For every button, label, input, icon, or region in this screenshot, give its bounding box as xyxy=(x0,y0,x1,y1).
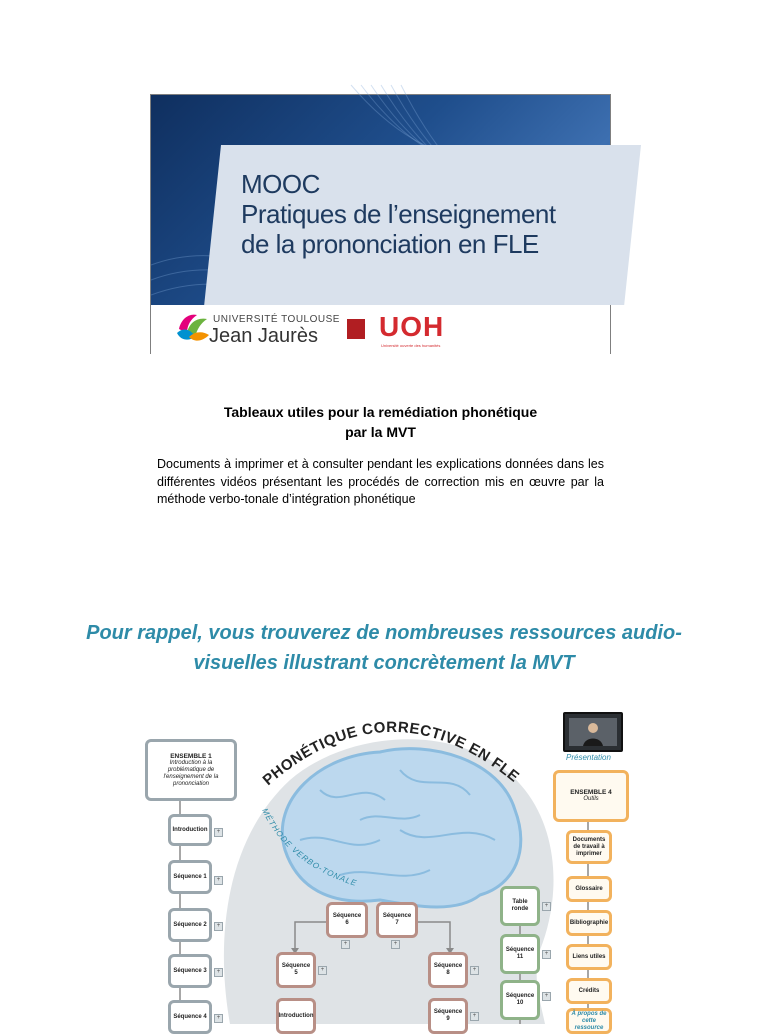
university-seal-icon xyxy=(347,319,365,339)
middle-item-sequence-5[interactable]: Séquence 5 xyxy=(276,952,316,988)
presentation-label[interactable]: Présentation xyxy=(566,753,611,762)
head-brain-illustration xyxy=(0,700,768,1024)
green-item-sequence-11[interactable]: Séquence 11 xyxy=(500,934,540,974)
expand-icon[interactable]: + xyxy=(542,992,551,1001)
ensemble-4-title: ENSEMBLE 4 xyxy=(570,789,612,796)
right-item-credits[interactable]: Crédits xyxy=(566,978,612,1004)
diagram-arc-title: PHONÉTIQUE CORRECTIVE EN FLE xyxy=(259,718,523,789)
green-item-sequence-10[interactable]: Séquence 10 xyxy=(500,980,540,1020)
ensemble-1-box[interactable] xyxy=(145,739,237,801)
right-item-a-propos[interactable]: À propos de cette ressource xyxy=(566,1008,612,1034)
right-item-bibliographie[interactable]: Bibliographie xyxy=(566,910,612,936)
left-item-introduction[interactable]: Introduction xyxy=(168,814,212,846)
banner-title-line-2: Pratiques de l’enseignement xyxy=(241,199,556,229)
presentation-video-thumbnail[interactable] xyxy=(563,712,623,752)
expand-icon[interactable]: + xyxy=(542,950,551,959)
left-item-sequence-1[interactable]: Séquence 1 xyxy=(168,860,212,894)
course-map-diagram xyxy=(0,700,768,1031)
expand-icon[interactable]: + xyxy=(214,876,223,885)
green-item-table-ronde[interactable]: Table ronde xyxy=(500,886,540,926)
middle-item-sequence-9[interactable]: Séquence 9 xyxy=(428,998,468,1034)
university-logo-icon xyxy=(175,311,211,345)
middle-item-sequence-6[interactable]: Séquence 6 xyxy=(326,902,368,938)
expand-icon[interactable]: + xyxy=(341,940,350,949)
reminder-line-1: Pour rappel, vous trouverez de nombreuses ressources audio- xyxy=(86,622,682,644)
document-title-line-1: Tableaux utiles pour la remédiation phonétique xyxy=(223,404,538,420)
presenter-icon xyxy=(565,714,621,750)
reminder-heading xyxy=(40,618,728,678)
middle-item-sequence-8[interactable]: Séquence 8 xyxy=(428,952,468,988)
right-item-documents[interactable]: Documents de travail à imprimer xyxy=(566,830,612,864)
right-item-liens-utiles[interactable]: Liens utiles xyxy=(566,944,612,970)
expand-icon[interactable]: + xyxy=(470,966,479,975)
banner-title-line-3: de la prononciation en FLE xyxy=(241,229,539,259)
middle-item-sequence-7[interactable]: Séquence 7 xyxy=(376,902,418,938)
university-name-line-1: UNIVERSITÉ TOULOUSE xyxy=(213,314,340,325)
expand-icon[interactable]: + xyxy=(318,966,327,975)
left-item-sequence-2[interactable]: Séquence 2 xyxy=(168,908,212,942)
mooc-banner xyxy=(150,94,611,354)
university-name-line-2: Jean Jaurès xyxy=(209,325,318,347)
expand-icon[interactable]: + xyxy=(391,940,400,949)
expand-icon[interactable]: + xyxy=(214,922,223,931)
banner-title xyxy=(241,169,556,259)
ensemble-4-subtitle: Outils xyxy=(583,796,599,802)
document-title xyxy=(150,402,611,442)
ensemble-1-title: ENSEMBLE 1 xyxy=(170,752,212,760)
right-item-glossaire[interactable]: Glossaire xyxy=(566,876,612,902)
document-title-line-2: par la MVT xyxy=(345,424,416,440)
banner-title-line-1: MOOC xyxy=(241,169,320,199)
expand-icon[interactable]: + xyxy=(470,1012,479,1021)
reminder-line-2: visuelles illustrant concrètement la MVT xyxy=(193,652,575,674)
banner-logo-strip xyxy=(151,305,610,355)
expand-icon[interactable]: + xyxy=(214,828,223,837)
ensemble-4-box[interactable] xyxy=(553,770,629,822)
diagram-arc-subtitle: MÉTHODE VERBO-TONALE xyxy=(260,806,359,889)
uoh-logo: UOH xyxy=(379,311,445,342)
uoh-logo-subtitle: Université ouverte des humanités xyxy=(381,343,441,348)
ensemble-1-subtitle: Introduction à la problématique de l'enseignement de la prononciation xyxy=(163,759,219,787)
left-item-sequence-4[interactable]: Séquence 4 xyxy=(168,1000,212,1034)
middle-item-introduction[interactable]: Introduction xyxy=(276,998,316,1034)
expand-icon[interactable]: + xyxy=(542,902,551,911)
expand-icon[interactable]: + xyxy=(214,1014,223,1023)
banner-background xyxy=(151,95,610,305)
document-description: Documents à imprimer et à consulter pendant les explications données dans les différentes vidéos présentant les procédés de correction mis en œuvre par la méthode verbo-tonale d’intégration phonétique xyxy=(157,457,604,506)
left-item-sequence-3[interactable]: Séquence 3 xyxy=(168,954,212,988)
expand-icon[interactable]: + xyxy=(214,968,223,977)
